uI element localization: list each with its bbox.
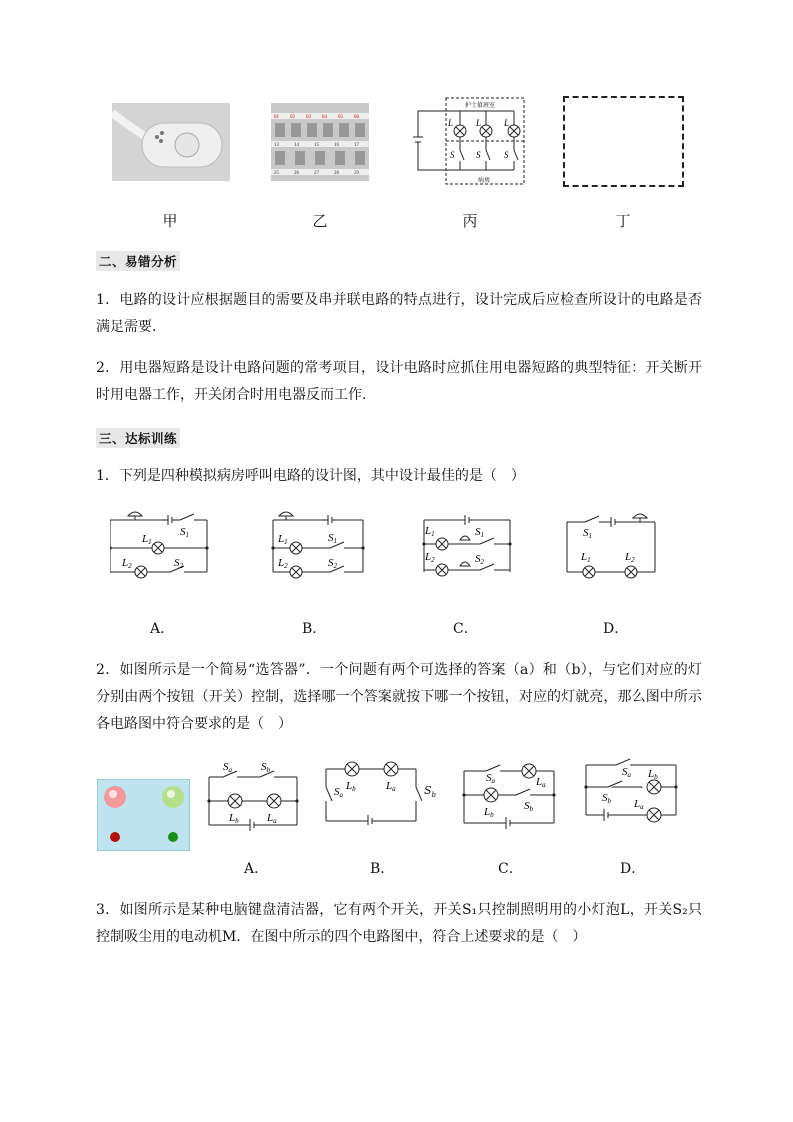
svg-text:Lb: Lb <box>648 768 658 781</box>
svg-text:L: L <box>448 118 454 128</box>
svg-text:Sa: Sa <box>223 761 232 774</box>
section-heading-error-analysis: 二、易错分析 <box>96 251 180 271</box>
svg-text:25: 25 <box>274 171 279 176</box>
figure-label-bing: 丙 <box>462 212 478 230</box>
svg-text:L: L <box>504 118 510 128</box>
svg-text:13: 13 <box>274 143 279 148</box>
svg-text:L2: L2 <box>122 557 132 570</box>
svg-text:04: 04 <box>322 115 327 120</box>
q2-selector-device <box>97 779 190 851</box>
svg-text:Lb: Lb <box>484 806 494 819</box>
svg-text:L2: L2 <box>625 551 635 564</box>
svg-text:S: S <box>450 150 455 160</box>
figure-label-yi: 乙 <box>312 212 328 230</box>
question-1-text: 1．下列是四种模拟病房呼叫电路的设计图，其中设计最佳的是（ ） <box>96 468 525 484</box>
svg-text:La: La <box>267 812 277 825</box>
svg-text:S2: S2 <box>328 557 337 570</box>
svg-text:S1: S1 <box>583 527 592 540</box>
question-2-text: 2．如图所示是一个简易“选答器”．一个问题有两个可选择的答案（a）和（b），与它们对应的灯分别由两个按钮（开关）控制，选择哪一个答案就按下哪一个按钮，对应的灯就亮，那么图中所示各电路图中符合要求的是（ ） <box>96 662 702 732</box>
q1-circuit-b <box>268 508 368 583</box>
svg-text:01: 01 <box>274 115 279 120</box>
figure-ding-empty-box <box>563 96 684 187</box>
figure-yi-number-panel <box>271 103 369 181</box>
figure-jia-switch-photo <box>112 103 230 181</box>
svg-text:Sa: Sa <box>334 786 343 799</box>
svg-text:Sb: Sb <box>524 800 533 813</box>
svg-text:Sa: Sa <box>622 766 631 779</box>
q2-option-c: C． <box>498 861 523 877</box>
svg-text:Lb: Lb <box>346 780 356 793</box>
svg-text:S2: S2 <box>174 557 183 570</box>
svg-text:05: 05 <box>338 115 343 120</box>
q2-option-d: D． <box>620 861 646 877</box>
q2-circuit-a <box>205 757 300 832</box>
figure-label-ding: 丁 <box>615 212 631 230</box>
svg-text:Sb: Sb <box>261 761 270 774</box>
q1-option-c: C． <box>453 621 478 637</box>
svg-text:Lb: Lb <box>229 812 239 825</box>
q2-option-a: A． <box>244 861 269 877</box>
ward-top-label: 护士值班室 <box>465 103 496 109</box>
svg-text:16: 16 <box>334 143 339 148</box>
q2-circuit-b-sb-label: $S_b$ <box>424 784 437 800</box>
q1-circuit-a <box>110 508 210 583</box>
q1-option-b: B． <box>302 621 327 637</box>
svg-text:La: La <box>536 776 546 789</box>
q2-option-b: B． <box>370 861 395 877</box>
svg-text:La: La <box>634 798 644 811</box>
svg-text:L1: L1 <box>425 525 435 538</box>
figure-bing-ward-circuit <box>410 95 528 187</box>
svg-text:L2: L2 <box>278 557 288 570</box>
svg-text:S2: S2 <box>475 553 484 566</box>
svg-text:L2: L2 <box>425 551 435 564</box>
svg-text:26: 26 <box>294 171 299 176</box>
svg-text:02: 02 <box>290 115 295 120</box>
ward-bottom-label: 病房 <box>478 178 491 184</box>
svg-text:03: 03 <box>306 115 311 120</box>
q2-circuit-b <box>322 757 422 825</box>
svg-text:27: 27 <box>314 171 319 176</box>
section-heading-practice: 三、达标训练 <box>96 428 180 448</box>
q1-option-a: A． <box>150 621 175 637</box>
svg-text:S1: S1 <box>328 532 337 545</box>
svg-text:La: La <box>386 780 396 793</box>
svg-text:14: 14 <box>294 143 299 148</box>
svg-text:S1: S1 <box>475 526 484 539</box>
svg-text:L1: L1 <box>581 551 591 564</box>
q2-circuit-d <box>582 757 682 827</box>
svg-text:S1: S1 <box>180 526 189 539</box>
q1-circuit-c <box>420 508 520 583</box>
paragraph-error-1: 1．电路的设计应根据题目的需要及串并联电路的特点进行，设计完成后应检查所设计的电路是否满足需要． <box>96 292 702 335</box>
svg-text:17: 17 <box>354 143 359 148</box>
question-3-text: 3．如图所示是某种电脑键盘清洁器，它有两个开关，开关S₁只控制照明用的小灯泡L，开关S₂只控制吸尘用的电动机M．在图中所示的四个电路图中，符合上述要求的是（ ） <box>96 902 702 945</box>
svg-text:S: S <box>476 150 481 160</box>
q1-circuit-d <box>563 508 663 583</box>
svg-text:15: 15 <box>314 143 319 148</box>
svg-text:28: 28 <box>334 171 339 176</box>
svg-text:L1: L1 <box>142 533 152 546</box>
svg-text:29: 29 <box>354 171 359 176</box>
figure-label-jia: 甲 <box>162 212 178 230</box>
paragraph-error-2: 2．用电器短路是设计电路问题的常考项目，设计电路时应抓住用电器短路的典型特征：开关断开时用电器工作，开关闭合时用电器反而工作． <box>96 360 702 403</box>
svg-text:Sb: Sb <box>602 792 611 805</box>
q2-circuit-c <box>460 757 560 832</box>
q1-option-d: D． <box>603 621 629 637</box>
svg-text:L1: L1 <box>278 533 288 546</box>
svg-text:06: 06 <box>354 115 359 120</box>
svg-text:Sa: Sa <box>486 772 495 785</box>
svg-text:S: S <box>504 150 509 160</box>
svg-text:L: L <box>476 118 482 128</box>
